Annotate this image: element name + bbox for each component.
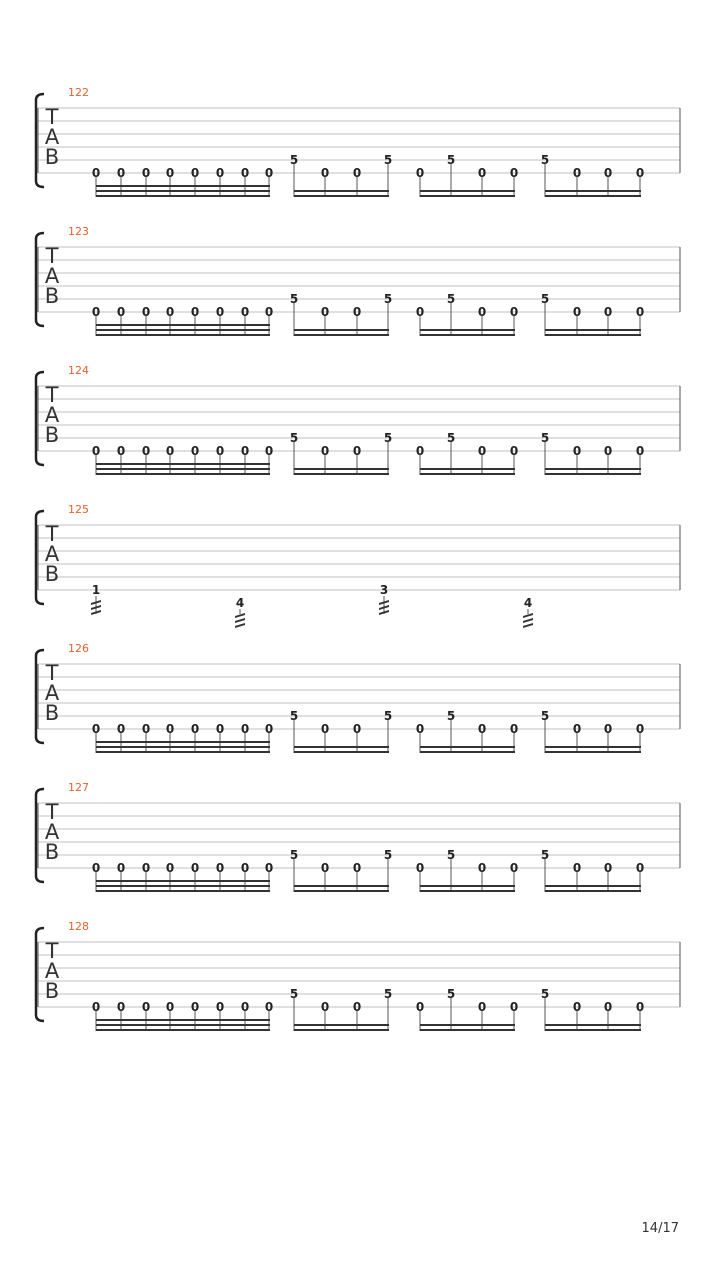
- measure-number: 126: [68, 642, 89, 655]
- fret-number: 5: [289, 848, 299, 862]
- fret-number: 0: [352, 444, 362, 458]
- tab-system: [36, 642, 680, 753]
- fret-number: 0: [165, 1000, 175, 1014]
- fret-number: 0: [190, 722, 200, 736]
- fret-number: 0: [264, 444, 274, 458]
- fret-number: 0: [603, 1000, 613, 1014]
- beam: [294, 1029, 389, 1031]
- fret-number: 5: [446, 431, 456, 445]
- fret-number: 0: [352, 305, 362, 319]
- fret-number: 0: [165, 305, 175, 319]
- tab-system: [36, 364, 680, 475]
- beam: [420, 1024, 515, 1026]
- beam: [545, 468, 641, 470]
- beam: [96, 1019, 270, 1021]
- fret-number: 0: [240, 722, 250, 736]
- fret-number: 0: [91, 722, 101, 736]
- beam: [420, 334, 515, 336]
- fret-number: 0: [509, 166, 519, 180]
- fret-number: 5: [446, 709, 456, 723]
- fret-number: 0: [215, 722, 225, 736]
- fret-number: 0: [477, 444, 487, 458]
- beam: [545, 746, 641, 748]
- fret-number: 5: [540, 292, 550, 306]
- fret-number: 0: [635, 1000, 645, 1014]
- fret-number: 0: [572, 1000, 582, 1014]
- fret-number: 0: [603, 444, 613, 458]
- tab-clef-letter: B: [44, 562, 60, 586]
- beam: [545, 885, 641, 887]
- fret-number: 5: [540, 431, 550, 445]
- measure-number: 122: [68, 86, 89, 99]
- fret-number: 0: [352, 861, 362, 875]
- fret-number: 5: [540, 848, 550, 862]
- fret-number: 0: [352, 722, 362, 736]
- fret-number: 0: [190, 1000, 200, 1014]
- tab-clef-letter: T: [45, 800, 59, 824]
- tab-clef-letter: B: [44, 979, 60, 1003]
- fret-number: 0: [415, 305, 425, 319]
- fret-number: 0: [320, 722, 330, 736]
- fret-number: 0: [165, 166, 175, 180]
- measure-number: 123: [68, 225, 89, 238]
- fret-number: 0: [91, 444, 101, 458]
- fret-number: 0: [415, 444, 425, 458]
- beam: [545, 890, 641, 892]
- fret-number: 0: [415, 722, 425, 736]
- beam: [96, 185, 270, 187]
- beam: [294, 1024, 389, 1026]
- fret-number: 0: [320, 305, 330, 319]
- fret-number: 5: [383, 987, 393, 1001]
- fret-number: 3: [379, 583, 389, 597]
- fret-number: 0: [509, 861, 519, 875]
- beam: [294, 885, 389, 887]
- beam: [294, 473, 389, 475]
- page-number: 14/17: [641, 1221, 679, 1236]
- fret-number: 5: [383, 848, 393, 862]
- fret-number: 0: [165, 722, 175, 736]
- fret-number: 0: [91, 861, 101, 875]
- fret-number: 0: [141, 861, 151, 875]
- beam: [96, 746, 270, 748]
- fret-number: 0: [320, 1000, 330, 1014]
- fret-number: 0: [116, 861, 126, 875]
- fret-number: 0: [320, 861, 330, 875]
- fret-number: 4: [235, 596, 245, 610]
- fret-number: 5: [289, 709, 299, 723]
- tab-clef-letter: T: [45, 522, 59, 546]
- fret-number: 0: [635, 861, 645, 875]
- beam: [420, 329, 515, 331]
- fret-number: 0: [477, 722, 487, 736]
- fret-number: 5: [289, 292, 299, 306]
- fret-number: 0: [215, 166, 225, 180]
- beam: [96, 890, 270, 892]
- fret-number: 0: [190, 444, 200, 458]
- fret-number: 1: [91, 583, 101, 597]
- fret-number: 0: [165, 861, 175, 875]
- fret-number: 0: [572, 722, 582, 736]
- fret-number: 0: [215, 861, 225, 875]
- fret-number: 0: [215, 305, 225, 319]
- beam: [96, 885, 270, 887]
- fret-number: 0: [240, 305, 250, 319]
- fret-number: 0: [240, 444, 250, 458]
- fret-number: 0: [116, 444, 126, 458]
- beam: [294, 334, 389, 336]
- fret-number: 0: [320, 444, 330, 458]
- tab-clef-letter: B: [44, 145, 60, 169]
- fret-number: 0: [264, 722, 274, 736]
- fret-number: 0: [572, 166, 582, 180]
- fret-number: 0: [141, 444, 151, 458]
- fret-number: 0: [240, 166, 250, 180]
- fret-number: 5: [383, 292, 393, 306]
- beam: [96, 324, 270, 326]
- fret-number: 0: [415, 1000, 425, 1014]
- tab-clef-letter: A: [44, 820, 60, 844]
- fret-number: 5: [383, 153, 393, 167]
- tab-clef-letter: B: [44, 701, 60, 725]
- fret-number: 0: [264, 1000, 274, 1014]
- fret-number: 0: [91, 1000, 101, 1014]
- fret-number: 0: [635, 166, 645, 180]
- fret-number: 0: [635, 444, 645, 458]
- beam: [96, 880, 270, 882]
- fret-number: 5: [446, 987, 456, 1001]
- beam: [294, 751, 389, 753]
- measure-number: 128: [68, 920, 89, 933]
- beam: [294, 468, 389, 470]
- fret-number: 0: [190, 861, 200, 875]
- fret-number: 0: [116, 722, 126, 736]
- beam: [294, 890, 389, 892]
- fret-number: 5: [540, 153, 550, 167]
- fret-number: 0: [240, 1000, 250, 1014]
- beam: [96, 334, 270, 336]
- beam: [420, 468, 515, 470]
- fret-number: 0: [572, 444, 582, 458]
- beam: [545, 334, 641, 336]
- fret-number: 0: [603, 166, 613, 180]
- fret-number: 0: [264, 305, 274, 319]
- fret-number: 0: [415, 861, 425, 875]
- beam: [96, 741, 270, 743]
- fret-number: 0: [603, 861, 613, 875]
- beam: [96, 195, 270, 197]
- fret-number: 5: [383, 709, 393, 723]
- tab-clef-letter: T: [45, 105, 59, 129]
- fret-number: 0: [141, 305, 151, 319]
- tremolo-slash: [235, 623, 245, 628]
- fret-number: 5: [446, 292, 456, 306]
- fret-number: 5: [540, 987, 550, 1001]
- beam: [545, 329, 641, 331]
- tab-clef-letter: A: [44, 403, 60, 427]
- fret-number: 0: [320, 166, 330, 180]
- beam: [96, 468, 270, 470]
- tab-clef-letter: B: [44, 840, 60, 864]
- tab-clef-letter: T: [45, 383, 59, 407]
- fret-number: 0: [509, 444, 519, 458]
- beam: [294, 190, 389, 192]
- fret-number: 0: [141, 1000, 151, 1014]
- fret-number: 5: [289, 431, 299, 445]
- fret-number: 0: [141, 722, 151, 736]
- fret-number: 5: [289, 153, 299, 167]
- tab-clef-letter: T: [45, 244, 59, 268]
- beam: [420, 190, 515, 192]
- beam: [545, 473, 641, 475]
- fret-number: 0: [141, 166, 151, 180]
- beam: [96, 1029, 270, 1031]
- tab-system: [36, 503, 680, 628]
- tab-clef-letter: B: [44, 284, 60, 308]
- fret-number: 0: [509, 722, 519, 736]
- tremolo-slash: [235, 618, 245, 623]
- fret-number: 0: [190, 166, 200, 180]
- measure-number: 124: [68, 364, 89, 377]
- beam: [420, 746, 515, 748]
- tab-clef-letter: A: [44, 125, 60, 149]
- fret-number: 4: [523, 596, 533, 610]
- beam: [294, 329, 389, 331]
- fret-number: 0: [91, 305, 101, 319]
- fret-number: 0: [477, 861, 487, 875]
- tab-system: [36, 225, 680, 336]
- tremolo-slash: [523, 618, 533, 623]
- tab-clef-letter: A: [44, 959, 60, 983]
- beam: [96, 751, 270, 753]
- fret-number: 0: [264, 166, 274, 180]
- fret-number: 0: [415, 166, 425, 180]
- fret-number: 0: [509, 305, 519, 319]
- fret-number: 0: [572, 305, 582, 319]
- fret-number: 0: [240, 861, 250, 875]
- fret-number: 0: [603, 722, 613, 736]
- beam: [545, 1024, 641, 1026]
- fret-number: 0: [477, 1000, 487, 1014]
- tab-clef-letter: T: [45, 661, 59, 685]
- tab-clef-letter: T: [45, 939, 59, 963]
- fret-number: 5: [446, 848, 456, 862]
- measure-number: 127: [68, 781, 89, 794]
- tab-clef-letter: A: [44, 264, 60, 288]
- fret-number: 0: [509, 1000, 519, 1014]
- fret-number: 0: [116, 305, 126, 319]
- fret-number: 5: [289, 987, 299, 1001]
- beam: [294, 746, 389, 748]
- beam: [420, 885, 515, 887]
- beam: [420, 751, 515, 753]
- fret-number: 0: [116, 166, 126, 180]
- fret-number: 0: [215, 1000, 225, 1014]
- beam: [96, 329, 270, 331]
- beam: [420, 1029, 515, 1031]
- beam: [420, 473, 515, 475]
- fret-number: 5: [383, 431, 393, 445]
- fret-number: 0: [635, 722, 645, 736]
- fret-number: 0: [352, 1000, 362, 1014]
- beam: [96, 1024, 270, 1026]
- beam: [96, 190, 270, 192]
- beam: [420, 195, 515, 197]
- beam: [96, 463, 270, 465]
- beam: [545, 1029, 641, 1031]
- beam: [294, 195, 389, 197]
- fret-number: 5: [540, 709, 550, 723]
- fret-number: 0: [215, 444, 225, 458]
- tab-clef-letter: A: [44, 542, 60, 566]
- fret-number: 0: [635, 305, 645, 319]
- fret-number: 0: [116, 1000, 126, 1014]
- fret-number: 0: [352, 166, 362, 180]
- fret-number: 0: [477, 305, 487, 319]
- fret-number: 0: [572, 861, 582, 875]
- tab-system: [36, 920, 680, 1031]
- measure-number: 125: [68, 503, 89, 516]
- fret-number: 5: [446, 153, 456, 167]
- beam: [545, 190, 641, 192]
- beam: [545, 751, 641, 753]
- fret-number: 0: [91, 166, 101, 180]
- tab-clef-letter: A: [44, 681, 60, 705]
- tab-clef-letter: B: [44, 423, 60, 447]
- fret-number: 0: [190, 305, 200, 319]
- tab-system: [36, 86, 680, 197]
- beam: [96, 473, 270, 475]
- fret-number: 0: [165, 444, 175, 458]
- beam: [545, 195, 641, 197]
- fret-number: 0: [477, 166, 487, 180]
- tab-system: [36, 781, 680, 892]
- fret-number: 0: [603, 305, 613, 319]
- fret-number: 0: [264, 861, 274, 875]
- beam: [420, 890, 515, 892]
- tremolo-slash: [523, 623, 533, 628]
